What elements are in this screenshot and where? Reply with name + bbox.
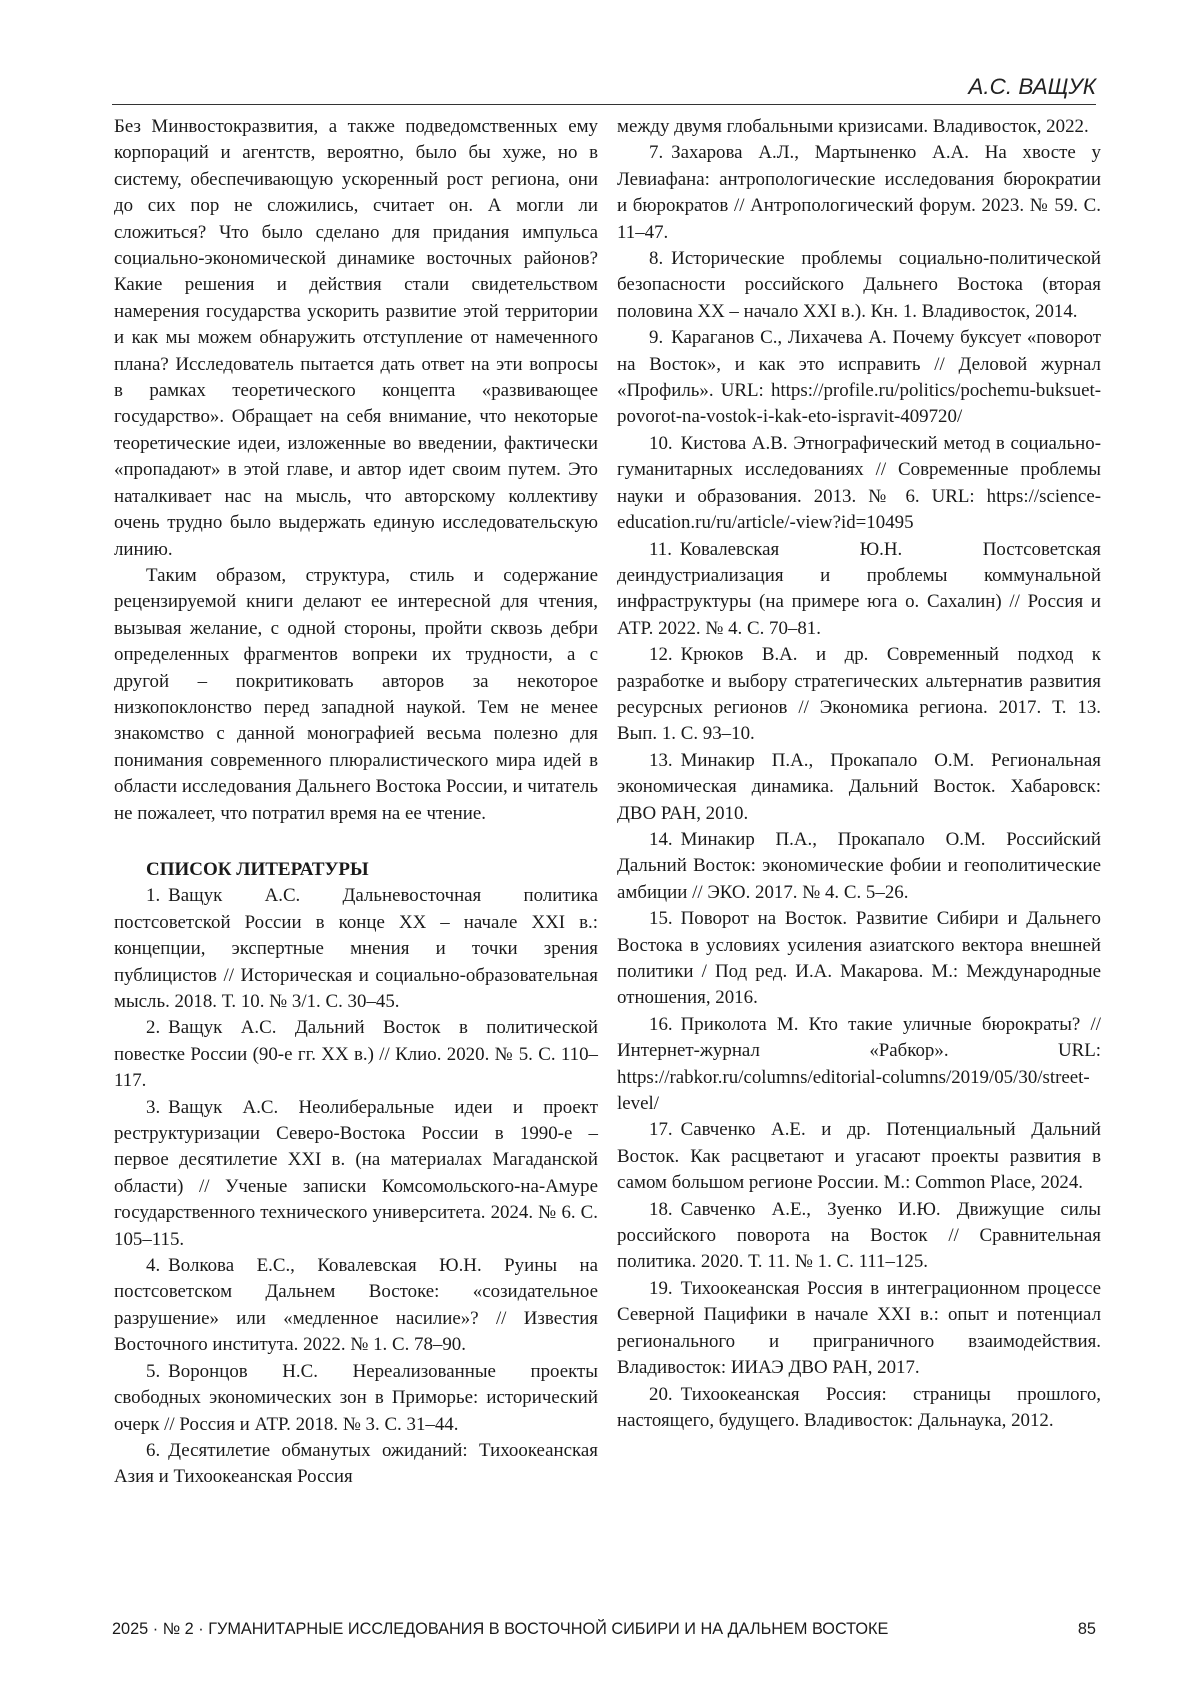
- reference-number: 8.: [649, 248, 664, 270]
- reference-item: [617, 1276, 1101, 1382]
- reference-text: Воронцов Н.С. Нереализованные проекты свободных экономических зон в Приморье: исторический очерк // Россия и АТР. 2018. № 3. С. 31–44.: [114, 1360, 598, 1435]
- reference-item: [617, 431, 1101, 537]
- reference-text: Ващук А.С. Неолиберальные идеи и проект реструктуризации Северо-Востока России в 1990-е – первое десятилетие XXI в. (на материалах Магаданской области) // Ученые записки Комсомольского-на-Амуре государственного технического университета. 2024. № 6. С. 105–115.: [114, 1096, 598, 1250]
- reference-text: Минакир П.А., Прокапало О.М. Российский Дальний Восток: экономические фобии и геополитические амбиции // ЭКО. 2017. № 4. С. 5–26.: [617, 828, 1101, 903]
- reference-number: 18.: [649, 1198, 673, 1220]
- reference-text: Поворот на Восток. Развитие Сибири и Дальнего Востока в условиях усиления азиатского вектора внешней политики / Под ред. И.А. Макарова. М.: Международные отношения, 2016.: [617, 908, 1101, 1009]
- reference-text: Савченко А.Е., Зуенко И.Ю. Движущие силы российского поворота на Восток // Сравнительная политика. 2020. Т. 11. № 1. С. 111–125.: [617, 1198, 1101, 1273]
- left-column: [114, 114, 598, 1491]
- reference-number: 5.: [146, 1360, 161, 1382]
- header-author: А.С. ВАЩУК: [968, 74, 1096, 99]
- reference-item-continued: между двумя глобальными кризисами. Владивосток, 2022.: [617, 116, 1089, 137]
- journal-title: 2025 · № 2 · ГУМАНИТАРНЫЕ ИССЛЕДОВАНИЯ В ВОСТОЧНОЙ СИБИРИ И НА ДАЛЬНЕМ ВОСТОКЕ: [112, 1620, 889, 1638]
- reference-text: Тихоокеанская Россия в интеграционном процессе Северной Пацифики в начале XXI в.: опыт и потенциал регионального и приграничного взаимодействия. Владивосток: ИИАЭ ДВО РАН, 2017.: [617, 1277, 1101, 1379]
- reference-item: [617, 1382, 1101, 1435]
- reference-item: [617, 642, 1101, 748]
- running-header: [112, 68, 1096, 105]
- reference-number: 6.: [146, 1439, 161, 1461]
- reference-number: 17.: [649, 1119, 673, 1141]
- reference-number: 11.: [649, 538, 672, 560]
- reference-number: 14.: [649, 828, 673, 850]
- reference-item: [617, 906, 1101, 1012]
- reference-text: Волкова Е.С., Ковалевская Ю.Н. Руины на постсоветском Дальнем Востоке: «созидательное разрушение» или «медленное насилие»? // Известия Восточного института. 2022. № 1. С. 78–90.: [114, 1255, 598, 1356]
- reference-text: Кистова А.В. Этнографический метод в социально-гуманитарных исследованиях // Современные проблемы науки и образования. 2013. № 6. URL: https://science-education.ru/ru/article/-view?id=10495: [617, 432, 1101, 534]
- reference-text: Захарова А.Л., Мартыненко А.А. На хвосте у Левиафана: антропологические исследования бюрократии и бюрократов // Антропологический форум. 2023. № 59. С. 11–47.: [617, 142, 1101, 243]
- reference-item: [617, 1012, 1101, 1118]
- reference-number: 2.: [146, 1017, 161, 1039]
- body-paragraph: Таким образом, структура, стиль и содержание рецензируемой книги делают ее интересной для чтения, вызывая желание, с одной стороны, пройти сквозь дебри определенных фрагментов вопреки их трудности, а с другой – покритиковать авторов за некоторое низкопоклонство перед западной наукой. Тем не менее знакомство с данной монографией весьма полезно для понимания современного плюралистического мира идей в области исследования Дальнего Востока России, и читатель не пожалеет, что потратил время на ее чтение.: [114, 564, 598, 824]
- reference-number: 20.: [649, 1383, 673, 1405]
- reference-number: 12.: [649, 644, 673, 666]
- reference-number: 10.: [649, 432, 673, 454]
- reference-item: [617, 827, 1101, 906]
- reference-item: [617, 537, 1101, 643]
- reference-text: Савченко А.Е. и др. Потенциальный Дальний Восток. Как расцветают и угасают проекты развития в самом большом регионе России. М.: Common Place, 2024.: [617, 1119, 1101, 1194]
- reference-number: 9.: [649, 327, 664, 349]
- reference-number: 4.: [146, 1255, 161, 1277]
- reference-item: [114, 1359, 598, 1438]
- reference-number: 1.: [146, 885, 161, 907]
- reference-text: Тихоокеанская Россия: страницы прошлого, настоящего, будущего. Владивосток: Дальнаука, 2012.: [617, 1383, 1101, 1431]
- reference-item: [114, 1095, 598, 1253]
- reference-item: [617, 140, 1101, 246]
- reference-item: [617, 1117, 1101, 1196]
- reference-item: [114, 1015, 598, 1094]
- reference-text: Крюков В.А. и др. Современный подход к разработке и выбору стратегических альтернатив развития ресурсных регионов // Экономика региона. 2017. Т. 13. Вып. 1. С. 93–10.: [617, 644, 1101, 745]
- reference-number: 16.: [649, 1013, 673, 1035]
- reference-item: [114, 883, 598, 1015]
- reference-number: 19.: [649, 1277, 673, 1299]
- reference-text: Десятилетие обманутых ожиданий: Тихоокеанская Азия и Тихоокеанская Россия: [114, 1439, 598, 1488]
- reference-text: Приколота М. Кто такие уличные бюрократы? // Интернет-журнал «Рабкор». URL: https://rabkor.ru/columns/editorial-columns/2019/05/30/street-level/: [617, 1013, 1101, 1115]
- page-number: 85: [1077, 1620, 1096, 1638]
- reference-text: Исторические проблемы социально-политической безопасности российского Дальнего Востока (вторая половина XX – начало XXI в.). Кн. 1. Владивосток, 2014.: [617, 248, 1101, 322]
- reference-number: 15.: [649, 908, 673, 930]
- reference-item: [617, 748, 1101, 827]
- reference-number: 7.: [649, 142, 664, 164]
- references-title: СПИСОК ЛИТЕРАТУРЫ: [146, 858, 369, 880]
- reference-number: 13.: [649, 749, 673, 771]
- reference-item: [114, 1253, 598, 1359]
- reference-text: Ващук А.С. Дальний Восток в политической повестке России (90-е гг. XX в.) // Клио. 2020. № 5. С. 110–117.: [114, 1017, 598, 1092]
- reference-item: [617, 1197, 1101, 1276]
- reference-text: Ващук А.С. Дальневосточная политика постсоветской России в конце XX – начале XXI в.: концепции, экспертные мнения и точки зрения публицистов // Историческая и социально-образовательная мысль. 2018. Т. 10. № 3/1. С. 30–45.: [114, 885, 598, 1012]
- reference-item: [617, 325, 1101, 431]
- reference-text: Караганов С., Лихачева А. Почему буксует «поворот на Восток», и как это исправить // Деловой журнал «Профиль». URL: https://profile.ru/politics/pochemu-buksuet-povorot-na-vostok-i-kak-eto-ispravit-409720/: [617, 327, 1101, 428]
- reference-item: [114, 1438, 598, 1491]
- reference-item: [617, 246, 1101, 325]
- reference-text: Минакир П.А., Прокапало О.М. Региональная экономическая динамика. Дальний Восток. Хабаровск: ДВО РАН, 2010.: [617, 749, 1101, 824]
- reference-number: 3.: [146, 1096, 161, 1118]
- right-column: [617, 114, 1101, 1434]
- body-paragraph: Без Минвостокразвития, а также подведомственных ему корпораций и агентств, вероятно, было бы хуже, но в систему, обеспечивающую ускоренный рост региона, они до сих пор не сложились, считает он. А могли ли сложиться? Что было сделано для придания импульса социально-экономической динамике восточных районов? Какие решения и действия стали свидетельством намерения государства ускорить развитие этой территории и как мы можем обнаружить отступление от намеченного плана? Исследователь пытается дать ответ на эти вопросы в рамках теоретического концепта «развивающее государство». Обращает на себя внимание, что некоторые теоретические идеи, изложенные во введении, фактически «пропадают» в этой главе, и автор идет своим путем. Это наталкивает нас на мысль, что авторскому коллективу очень трудно было выдержать единую исследовательскую линию.: [114, 116, 598, 560]
- reference-text: Ковалевская Ю.Н. Постсоветская деиндустриализация и проблемы коммунальной инфраструктуры (на примере юга о. Сахалин) // Россия и АТР. 2022. № 4. С. 70–81.: [617, 538, 1101, 639]
